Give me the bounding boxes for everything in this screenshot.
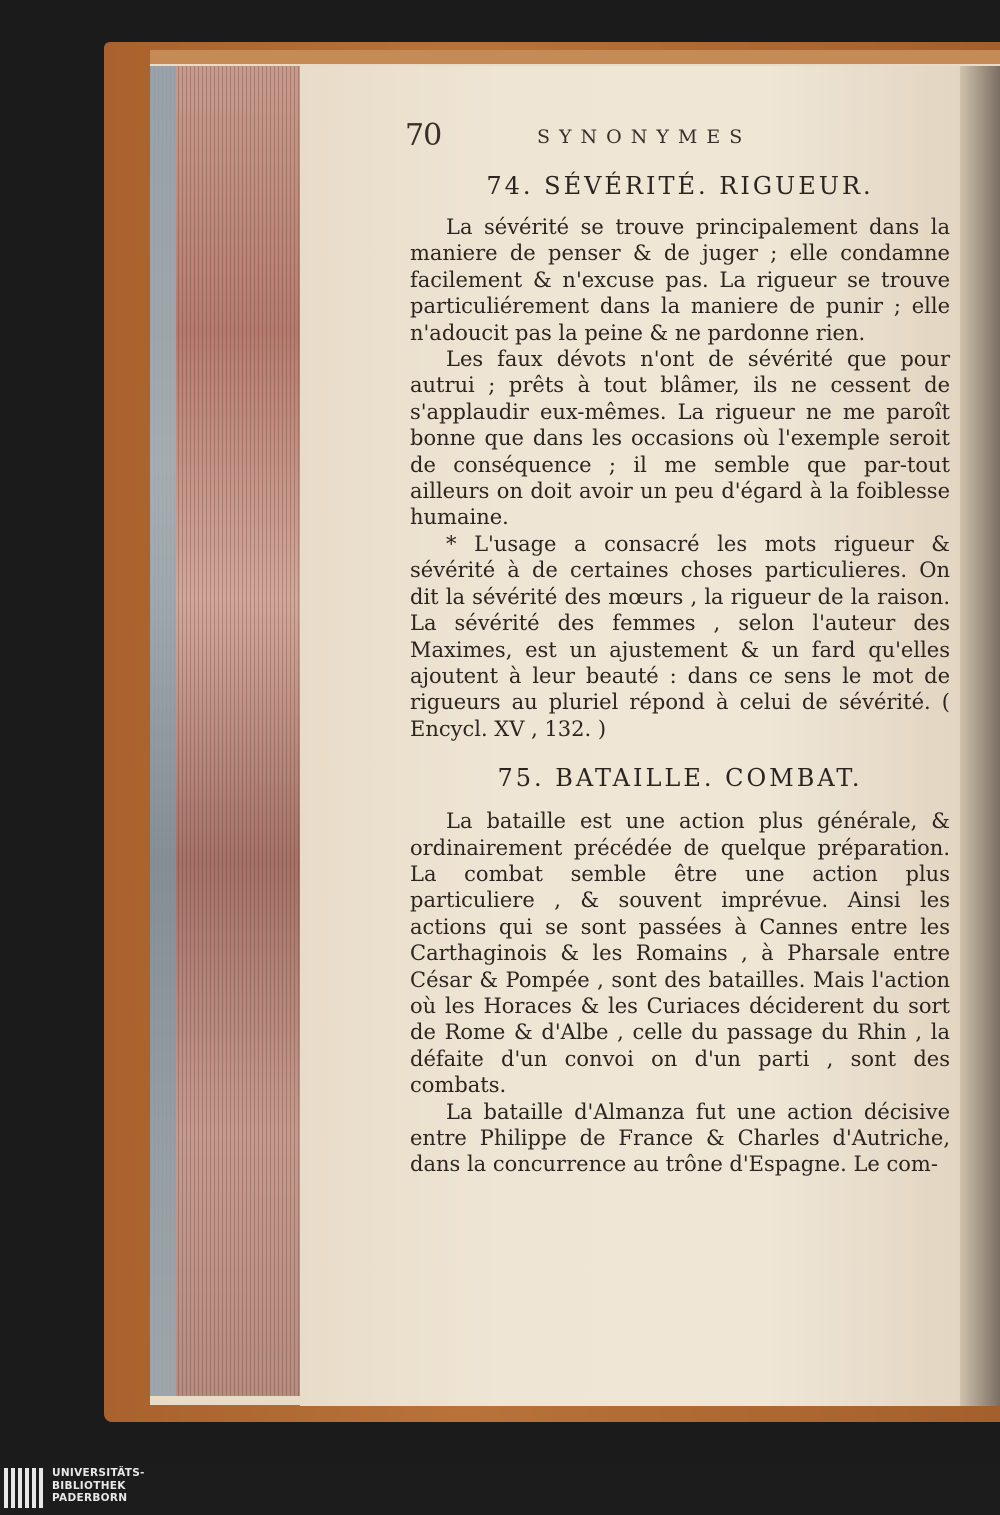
paragraph: Les faux dévots n'ont de sévérité que pour autrui ; prêts à tout blâmer, ils ne cessent de s'applaudir eux-mêmes. La rigueur ne me paroît bonne que dans les occasions où l'exemple seroit de conséquence ; il me semble que par-tout ailleurs on doit avoir un peu d'égard à la foiblesse humaine. — [410, 347, 950, 530]
section-heading-74: 74. SÉVÉRITÉ. RIGUEUR. — [486, 172, 874, 200]
logo-line: UNIVERSITÄTS- — [52, 1467, 145, 1479]
section-heading-75: 75. BATAILLE. COMBAT. — [497, 764, 863, 793]
library-barcode-logo-icon — [4, 1468, 48, 1508]
library-logo-text — [52, 1467, 145, 1505]
viewer-footer — [0, 1465, 1000, 1515]
page-text — [410, 168, 950, 1178]
running-title: SYNONYMES — [537, 126, 752, 148]
paragraph: La sévérité se trouve principalement dans la maniere de penser & de juger ; elle condamne facilement & n'excuse pas. La rigueur se trouve particuliérement dans la maniere de punir ; elle n'adoucit pas la peine & ne pardonne rien. — [410, 215, 950, 345]
paragraph: * L'usage a consacré les mots rigueur & sévérité à de certaines choses particulieres. On dit la sévérité des mœurs , la rigueur de la raison. La sévérité des femmes , selon l'auteur des Maximes, est un ajustement & un fard qu'elles ajoutent à leur beauté : dans ce sens le mot de rigueurs au pluriel répond à celui de sévérité. ( Encycl. XV , 132. ) — [410, 531, 950, 741]
running-head — [405, 118, 965, 158]
paragraph: La bataille d'Almanza fut une action décisive entre Philippe de France & Charles d'Autriche, dans la concurrence au trône d'Espagne. Le com- — [410, 1099, 950, 1177]
fore-edge-marbling — [150, 66, 176, 1396]
page-number: 70 — [405, 118, 442, 153]
cover-top-edge — [150, 50, 1000, 64]
paragraph: La bataille est une action plus générale, & ordinairement précédée de quelque préparation. La combat semble être une action plus particuliere , & souvent imprévue. Ainsi les actions qui se sont passées à Cannes entre les Carthaginois & les Romains , à Pharsale entre César & Pompée , sont des batailles. Mais l'action où les Horaces & les Curiaces déciderent du sort de Rome & d'Albe , celle du passage du Rhin , la défaite d'un convoi on d'un parti , sont des combats. — [410, 809, 950, 1098]
logo-line: BIBLIOTHEK — [52, 1479, 126, 1492]
logo-line: PADERBORN — [52, 1492, 128, 1504]
gutter-shadow — [960, 66, 1000, 1406]
